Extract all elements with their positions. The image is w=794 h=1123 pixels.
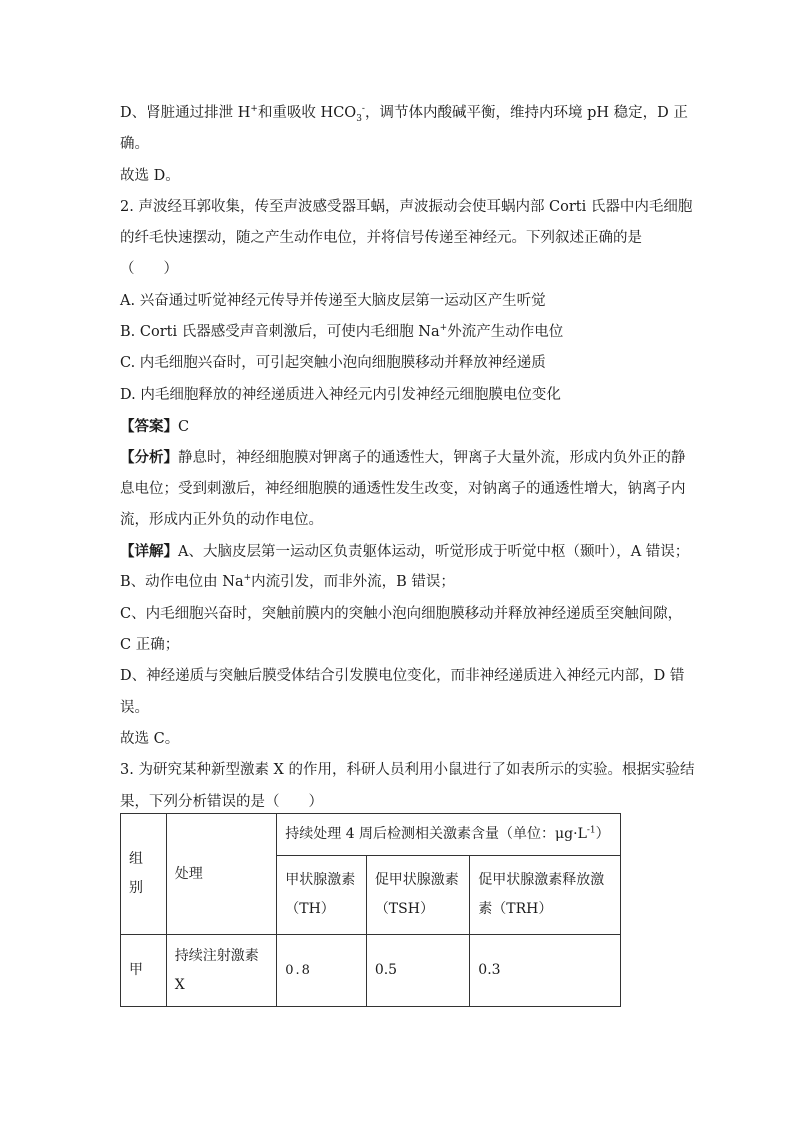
detail-tag: 【详解】	[120, 543, 178, 561]
answer-line-d	[120, 98, 688, 129]
q2-detail-line-d1: D、神经递质与突触后膜受体结合引发膜电位变化，而非神经递质进入神经元内部，D 错	[120, 668, 685, 685]
q2-answer	[120, 411, 665, 442]
text-fragment: A、大脑皮层第一运动区负责躯体运动，听觉形成于听觉中枢（颞叶），A 错误；	[178, 544, 690, 561]
table-row	[121, 935, 621, 1007]
header-group	[121, 814, 167, 935]
cell-group: 甲	[121, 935, 167, 1007]
text-fragment: 静息时，神经细胞膜对钾离子的通透性大，钾离子大量外流，形成内负外正的静	[178, 450, 686, 467]
q2-stem-line-2: 的纤毛快速摆动，随之产生动作电位，并将信号传递至神经元。下列叙述正确的是	[120, 230, 642, 247]
answer-tag: 【答案】	[120, 417, 178, 435]
cell-treatment-line-1: 持续注射激素	[174, 947, 259, 964]
q2-detail-line-c2: C 正确；	[120, 637, 180, 654]
text-fragment: ）	[595, 826, 610, 842]
header-trh	[470, 856, 621, 935]
conclusion-q1: 故选 D。	[120, 167, 180, 184]
document-page	[120, 98, 695, 818]
header-group-line-1: 组	[129, 851, 143, 867]
header-treatment: 处理	[166, 814, 277, 935]
q2-detail-line-c1: C、内毛细胞兴奋时，突触前膜内的突触小泡向细胞膜移动并释放神经递质至突触间隙，	[120, 605, 683, 622]
header-tsh	[366, 856, 469, 935]
cell-th	[277, 935, 367, 1007]
analysis-tag: 【分析】	[120, 449, 178, 467]
q2-option-a: A. 兴奋通过听觉神经元传导并传递至大脑皮层第一运动区产生听觉	[120, 292, 546, 309]
q3-stem-line-2: 果，下列分析错误的是（ ）	[120, 793, 323, 810]
cell-th-value: 0.8	[285, 963, 312, 978]
q2-analysis-line-1	[120, 442, 686, 473]
q3-stem-line-1: 3. 为研究某种新型激素 X 的作用，科研人员利用小鼠进行了如表所示的实验。根据实验结	[120, 762, 695, 779]
header-th-line-2: （TH）	[285, 901, 335, 917]
superscript: +	[439, 323, 448, 334]
header-trh-line-1: 促甲状腺激素释放激	[478, 872, 605, 888]
q2-analysis-line-2: 息电位；受到刺激后，神经细胞膜的通透性发生改变，对钠离子的通透性增大，钠离子内	[120, 480, 686, 497]
answer-line-d-cont: 确。	[120, 136, 149, 153]
q2-stem-line-1: 2. 声波经耳郭收集，传至声波感受器耳蜗，声波振动会使耳蜗内部 Corti 氏器中内毛细胞	[120, 198, 693, 215]
q2-option-d: D. 内毛细胞释放的神经递质进入神经元内引发神经元细胞膜电位变化	[120, 386, 561, 403]
cell-tsh: 0.5	[366, 935, 469, 1007]
text-fragment: D、肾脏通过排泄 H	[120, 105, 251, 121]
q2-detail-line-b	[120, 567, 665, 598]
superscript: +	[243, 573, 252, 584]
header-tsh-line-2: （TSH）	[374, 901, 434, 917]
experiment-table	[120, 813, 621, 1007]
header-hormone-span	[277, 814, 621, 856]
text-fragment: 内流引发，而非外流，B 错误；	[251, 574, 455, 591]
cell-trh: 0.3	[470, 935, 621, 1007]
cell-treatment	[166, 935, 277, 1007]
q2-conclusion: 故选 C。	[120, 730, 180, 747]
subscript: 3	[356, 113, 362, 124]
text-fragment: 持续处理 4 周后检测相关激素含量（单位：μg·L	[285, 826, 587, 842]
q2-analysis-line-3: 流，形成内正外负的动作电位。	[120, 511, 323, 528]
cell-treatment-line-2: X	[174, 976, 185, 993]
table-header-row-1	[121, 814, 621, 856]
q2-detail-line-d2: 误。	[120, 699, 149, 716]
text-fragment: B、动作电位由 Na	[120, 574, 244, 591]
answer-value: C	[178, 418, 190, 435]
text-fragment: 和重吸收 HCO	[257, 105, 357, 121]
text-fragment: ，调节体内酸碱平衡，维持内环境 pH 稳定，D 正	[364, 105, 688, 121]
q2-answer-paren: （ ）	[120, 261, 178, 278]
header-trh-line-2: 素（TRH）	[478, 901, 553, 917]
text-fragment: B. Corti 氏器感受声音刺激后，可使内毛细胞 Na	[120, 324, 440, 341]
header-th	[277, 856, 367, 935]
q2-option-c: C. 内毛细胞兴奋时，可引起突触小泡向细胞膜移动并释放神经递质	[120, 355, 546, 372]
header-tsh-line-1: 促甲状腺激素	[374, 872, 459, 888]
superscript: -1	[586, 825, 596, 836]
superscript: +	[250, 104, 258, 115]
header-group-line-2: 别	[129, 880, 143, 896]
q2-option-b	[120, 317, 665, 348]
q2-detail-line-a	[120, 536, 690, 567]
header-th-line-1: 甲状腺激素	[285, 872, 356, 888]
text-fragment: 外流产生动作电位	[447, 324, 564, 341]
superscript: -	[361, 104, 365, 115]
